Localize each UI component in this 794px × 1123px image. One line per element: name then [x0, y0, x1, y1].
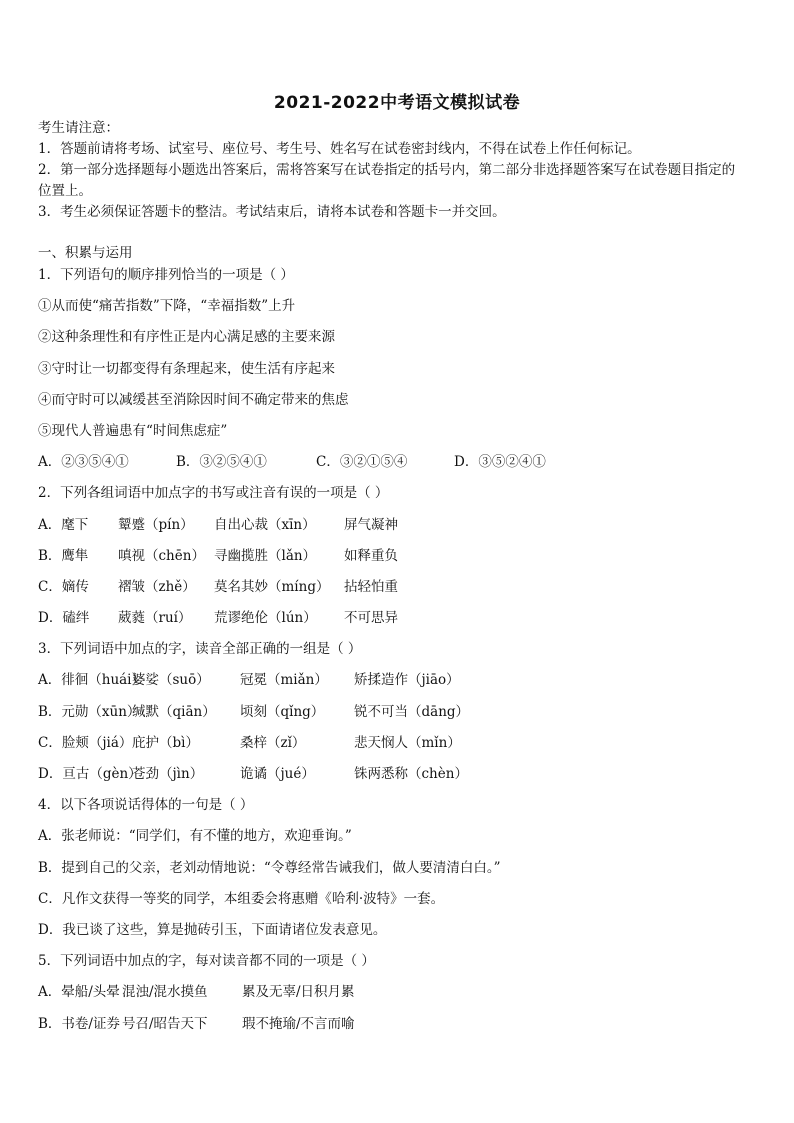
q3-word: D．亘古（gèn）	[38, 766, 142, 782]
notice-item: 1．答题前请将考场、试室号、座位号、考生号、姓名写在试卷密封线内，不得在试卷上作任何标记。	[38, 141, 641, 157]
q2-option-b	[38, 546, 768, 577]
q4-option-b: B．提到自己的父亲，老刘动情地说：“令尊经常告诫我们，做人要清清白白。”	[38, 859, 501, 876]
q2-option-d	[38, 608, 768, 639]
q3-word: 悲天悯人（mǐn）	[354, 734, 461, 751]
q3-word: 苍劲（jìn）	[132, 766, 204, 782]
q3-option-c	[38, 733, 768, 764]
candidate-notice	[38, 118, 768, 223]
q3-word: 庇护（bì）	[132, 734, 199, 751]
q1-option-a: A．②③⑤④①	[38, 454, 129, 471]
q3-word: 缄默（qiān）	[132, 703, 216, 720]
q3-option-a	[38, 670, 768, 701]
q2-word: 如释重负	[344, 547, 398, 564]
q5-word: 混浊/混水摸鱼	[122, 984, 208, 1001]
q2-word: 屏气凝神	[344, 516, 398, 533]
q3-word: 诡谲（jué）	[240, 766, 315, 782]
q2-word: C．嫡传	[38, 578, 89, 595]
q4-option-a: A．张老师说：“同学们，有不懂的地方，欢迎垂询。”	[38, 828, 352, 845]
q5-option-a	[38, 982, 768, 1013]
page-title: 2021-2022中考语文模拟试卷	[273, 93, 521, 113]
notice-item: 3．考生必须保证答题卡的整洁。考试结束后，请将本试卷和答题卡一并交回。	[38, 204, 506, 220]
q2-word: 褶皱（zhě）	[118, 578, 196, 595]
q5-word: 号召/昭告天下	[122, 1015, 208, 1032]
q3-word: 婆娑（suō）	[132, 672, 210, 689]
question-2-stem: 2．下列各组词语中加点字的书写或注音有误的一项是（ ）	[38, 485, 389, 502]
q2-word: 莫名其妙（míng）	[214, 578, 330, 595]
q5-word: A．晕船/头晕	[38, 984, 120, 1001]
q2-word: 荒谬绝伦（lún）	[214, 610, 317, 627]
q1-sentence: ②这种条理性和有序性正是内心满足感的主要来源	[38, 329, 335, 346]
q5-word: 瑕不掩瑜/不言而喻	[242, 1015, 355, 1032]
q1-sentence: ①从而使“痛苦指数”下降，“幸福指数”上升	[38, 298, 296, 315]
notice-item: 2．第一部分选择题每小题选出答案后，需将答案写在试卷指定的括号内，第二部分非选择题答案写在试卷题目指定的	[38, 162, 736, 178]
q1-sentence: ⑤现代人普遍患有“时间焦虑症”	[38, 422, 228, 439]
q3-option-d	[38, 764, 768, 795]
q3-word: 锐不可当（dāng）	[354, 703, 470, 720]
question-3-stem: 3．下列词语中加点的字，读音全部正确的一组是（ ）	[38, 641, 362, 658]
notice-heading: 考生请注意：	[38, 120, 119, 136]
q2-option-c	[38, 577, 768, 608]
q2-word: 葳蕤（ruí）	[118, 610, 192, 627]
q2-word: 颦蹙（pín）	[118, 516, 194, 533]
q2-word: 寻幽揽胜（lǎn）	[214, 547, 317, 564]
q3-word: 冠冕（miǎn）	[240, 672, 328, 689]
question-1-stem: 1．下列语句的顺序排列恰当的一项是（ ）	[38, 267, 294, 283]
q5-option-b	[38, 1014, 768, 1045]
q2-word: 自出心裁（xīn）	[214, 516, 316, 533]
q1-sentence: ④而守时可以减缓甚至消除因时间不确定带来的焦虑	[38, 391, 349, 408]
notice-item: 位置上。	[38, 183, 92, 199]
q3-word: 桑梓（zǐ）	[240, 734, 306, 751]
q3-word: 矫揉造作（jiāo）	[354, 672, 460, 689]
q2-word: 拈轻怕重	[344, 578, 398, 595]
q5-word: B．书卷/证券	[38, 1015, 120, 1032]
q4-option-c: C．凡作文获得一等奖的同学，本组委会将惠赠《哈利·波特》一套。	[38, 890, 445, 907]
q2-word: A．麾下	[38, 516, 89, 533]
q2-option-a	[38, 515, 768, 546]
section-heading: 一、积累与运用	[38, 245, 133, 261]
q3-word: C．脸颊（jiá）	[38, 734, 133, 751]
q1-options	[38, 452, 768, 483]
q1-option-c: C．③②①⑤④	[316, 454, 408, 471]
q3-word: 顷刻（qǐng）	[240, 703, 325, 720]
q2-word: 嗔视（chēn）	[118, 547, 205, 564]
q3-word: 铢两悉称（chèn）	[354, 766, 468, 782]
q5-word: 累及无辜/日积月累	[242, 984, 355, 1001]
q2-word: B．鹰隼	[38, 547, 89, 564]
q1-option-d: D．③⑤②④①	[454, 454, 546, 471]
q4-option-d: D．我已谈了这些，算是抛砖引玉，下面请诸位发表意见。	[38, 921, 387, 938]
q1-sentence: ③守时让一切都变得有条理起来，使生活有序起来	[38, 360, 335, 377]
question-5-stem: 5．下列词语中加点的字，每对读音都不同的一项是（ ）	[38, 953, 375, 970]
q2-word: D．磕绊	[38, 610, 90, 627]
q2-word: 不可思异	[344, 610, 398, 627]
question-4-stem: 4．以下各项说话得体的一句是（ ）	[38, 797, 254, 814]
q3-word: A．徘徊（huái）	[38, 672, 146, 689]
q1-option-b: B．③②⑤④①	[176, 454, 267, 471]
exam-body	[38, 243, 768, 1045]
q3-word: B．元勋（xūn）	[38, 703, 141, 720]
q3-option-b	[38, 702, 768, 733]
